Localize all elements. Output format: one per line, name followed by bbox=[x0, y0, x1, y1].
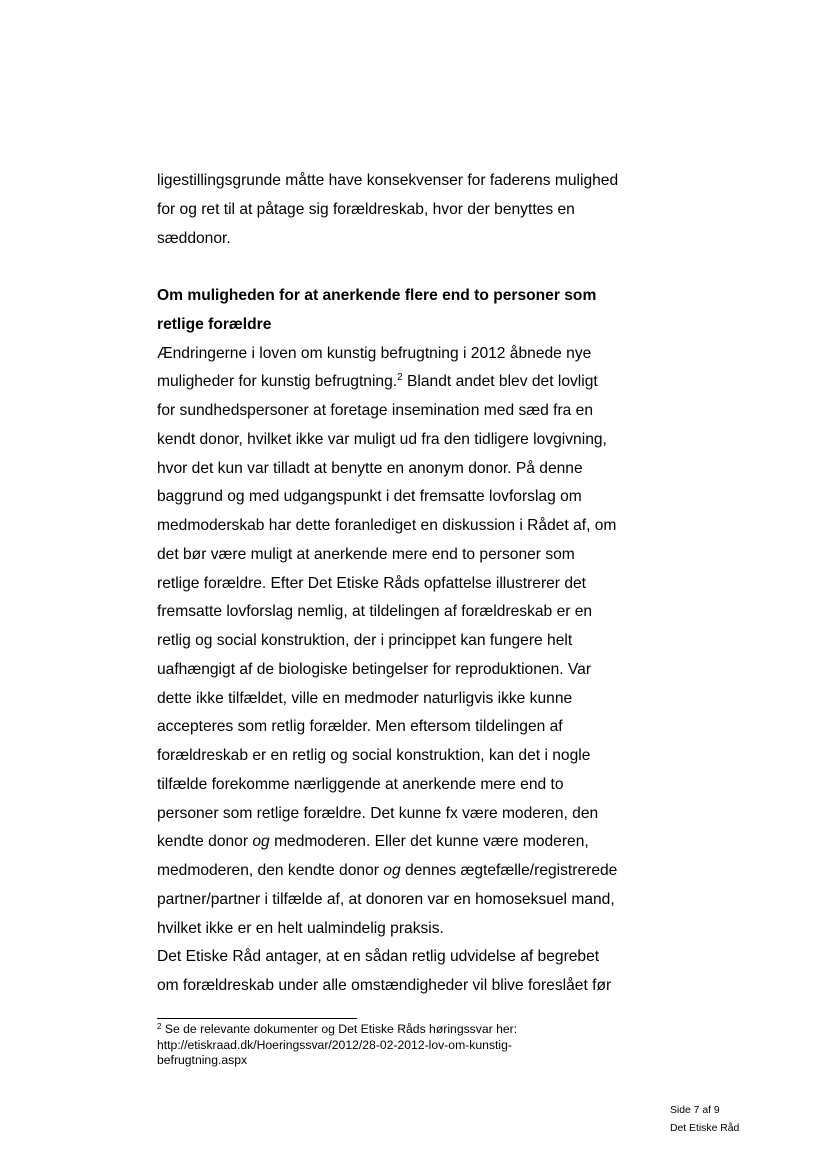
body-line: Det Etiske Råd antager, at en sådan retlig udvidelse af begrebet bbox=[157, 948, 600, 966]
text-segment: kendte donor bbox=[157, 833, 253, 851]
text-segment: medmoderen, den kendte donor bbox=[157, 862, 384, 879]
body-line: fremsatte lovforslag nemlig, at tildelingen af forældreskab er en bbox=[157, 603, 593, 621]
text-segment: muligheder for kunstig befrugtning. bbox=[157, 373, 398, 391]
body-line: Ændringerne i loven om kunstig befrugtning i 2012 åbnede nye bbox=[157, 344, 592, 362]
body-line: medmoderskab har dette foranlediget en diskussion i Rådet af, om bbox=[157, 517, 617, 534]
body-line: kendt donor, hvilket ikke var muligt ud fra den tidligere lovgivning, bbox=[157, 430, 607, 448]
footnote-reference[interactable]: 2 bbox=[397, 372, 403, 384]
page-number: Side 7 af 9 bbox=[670, 1105, 720, 1116]
body-line bbox=[157, 368, 657, 397]
section-heading: retlige forældre bbox=[157, 315, 272, 333]
body-line: det bør være muligt at anerkende mere end to personer som bbox=[157, 545, 575, 563]
body-line: om forældreskab under alle omstændigheder vil blive foreslået før bbox=[157, 977, 612, 994]
body-line: dette ikke tilfældet, ville en medmoder naturligvis ikke kunne bbox=[157, 689, 573, 707]
footnote-link[interactable]: befrugtning.aspx bbox=[157, 1053, 248, 1067]
body-line: hvilket ikke er en helt ualmindelig praksis. bbox=[157, 919, 444, 937]
body-line bbox=[157, 857, 657, 886]
body-line: retlige forældre. Efter Det Etiske Råds opfattelse illustrerer det bbox=[157, 574, 587, 592]
body-line: baggrund og med udgangspunkt i det fremsatte lovforslag om bbox=[157, 488, 582, 506]
page-footer bbox=[670, 1102, 739, 1138]
body-line bbox=[157, 828, 657, 857]
organization-name: Det Etiske Råd bbox=[670, 1123, 740, 1134]
body-line: sæddonor. bbox=[157, 229, 231, 247]
italic-text: og bbox=[252, 833, 270, 851]
footnote-text: Se de relevante dokumenter og Det Etiske Råds høringssvar her: bbox=[161, 1022, 518, 1036]
footnote-line bbox=[157, 1022, 677, 1038]
text-segment: Blandt andet blev det lovligt bbox=[402, 373, 598, 391]
body-line: ligestillingsgrunde måtte have konsekvenser for faderens mulighed bbox=[157, 172, 619, 189]
section-heading: Om muligheden for at anerkende flere end to personer som bbox=[157, 287, 597, 304]
body-line: hvor det kun var tilladt at benytte en anonym donor. På denne bbox=[157, 459, 583, 477]
text-segment: dennes ægtefælle/registrerede bbox=[400, 862, 618, 879]
body-line: personer som retlige forældre. Det kunne fx være moderen, den bbox=[157, 804, 599, 822]
italic-text: og bbox=[383, 862, 401, 879]
body-line: for sundhedspersoner at foretage insemination med sæd fra en bbox=[157, 402, 594, 419]
body-line: retlig og social konstruktion, der i princippet kan fungere helt bbox=[157, 632, 573, 649]
body-line: accepteres som retlig forælder. Men eftersom tildelingen af bbox=[157, 718, 563, 736]
body-line: forældreskab er en retlig og social konstruktion, kan det i nogle bbox=[157, 747, 591, 764]
footnote-separator bbox=[157, 1018, 357, 1019]
body-line: for og ret til at påtage sig forældreskab, hvor der benyttes en bbox=[157, 200, 575, 218]
body-line: uafhængigt af de biologiske betingelser for reproduktionen. Var bbox=[157, 660, 592, 678]
footnote bbox=[157, 1022, 677, 1069]
body-text bbox=[157, 167, 657, 1001]
text-segment: medmoderen. Eller det kunne være moderen, bbox=[269, 833, 589, 851]
body-line: tilfælde forekomme nærliggende at anerkende mere end to bbox=[157, 775, 564, 793]
body-line: partner/partner i tilfælde af, at donoren var en homoseksuel mand, bbox=[157, 890, 615, 908]
footnote-number: 2 bbox=[157, 1022, 162, 1031]
footnote-link[interactable]: http://etiskraad.dk/Hoeringssvar/2012/28-02-2012-lov-om-kunstig- bbox=[157, 1037, 512, 1052]
paragraph-gap bbox=[157, 253, 657, 282]
